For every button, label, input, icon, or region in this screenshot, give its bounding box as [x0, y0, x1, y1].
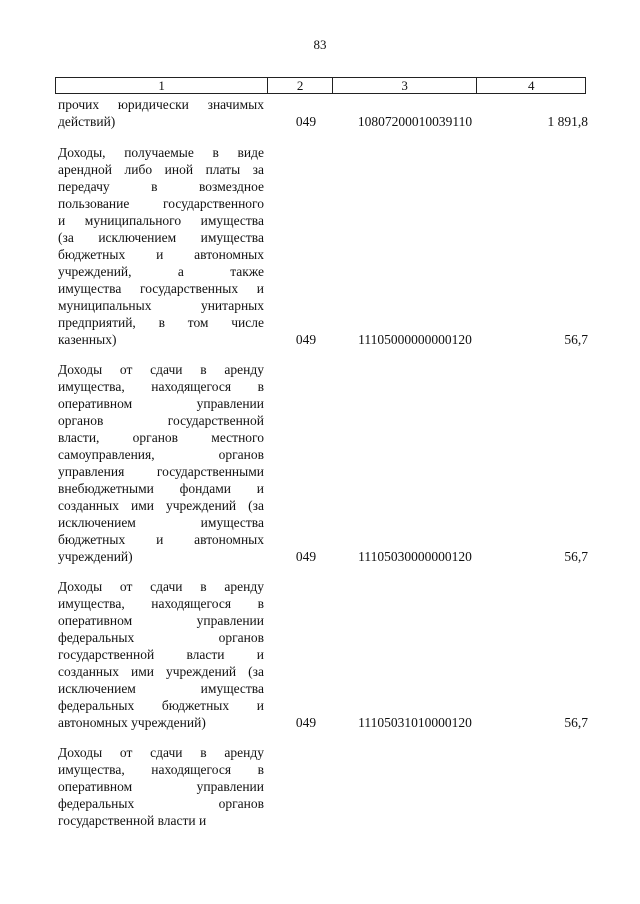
description-line: оперативном управлении	[58, 396, 264, 411]
description-line: созданных ими учреждений (за	[58, 498, 264, 513]
description-line: Доходы от сдачи в аренду	[58, 579, 264, 594]
description-line: самоуправления, органов	[58, 447, 264, 462]
page-number: 83	[313, 37, 327, 52]
row-description	[58, 144, 264, 348]
table-row	[58, 144, 588, 348]
description-line: Доходы, получаемые в виде	[58, 145, 264, 160]
description-line: учреждений, а также	[58, 264, 264, 279]
header-col-2: 2	[268, 78, 333, 93]
description-line: государственной власти и	[58, 647, 264, 662]
description-line: органов государственной	[58, 413, 264, 428]
row-description	[58, 361, 264, 565]
header-col-1: 1	[56, 78, 268, 93]
description-line: имущества государственных и	[58, 281, 264, 296]
description-line: исключением имущества	[58, 681, 264, 696]
description-line: пользование государственного	[58, 196, 264, 211]
table-row	[58, 361, 588, 565]
admin-code: 049	[295, 549, 317, 564]
description-line: прочих юридически значимых	[58, 97, 264, 112]
description-line: (за исключением имущества	[58, 230, 264, 245]
description-line: бюджетных и автономных	[58, 532, 264, 547]
description-line: муниципальных унитарных	[58, 298, 264, 313]
description-line: федеральных органов	[58, 796, 264, 811]
description-line: исключением имущества	[58, 515, 264, 530]
description-line: передачу в возмездное	[58, 179, 264, 194]
description-line: имущества, находящегося в	[58, 379, 264, 394]
description-line: и муниципального имущества	[58, 213, 264, 228]
budget-classification-code: 11105031010000120	[358, 715, 472, 730]
header-col-4: 4	[527, 78, 535, 93]
row-description	[58, 96, 264, 130]
description-line: бюджетных и автономных	[58, 247, 264, 262]
description-line: внебюджетными фондами и	[58, 481, 264, 496]
description-line: оперативном управлении	[58, 779, 264, 794]
admin-code: 049	[295, 715, 317, 730]
description-line: арендной либо иной платы за	[58, 162, 264, 177]
amount: 1 891,8	[547, 114, 588, 129]
budget-classification-code: 11105000000000120	[358, 332, 472, 347]
description-line: созданных ими учреждений (за	[58, 664, 264, 679]
description-line: федеральных бюджетных и	[58, 698, 264, 713]
description-line: Доходы от сдачи в аренду	[58, 745, 264, 760]
description-line: предприятий, в том числе	[58, 315, 264, 330]
table-row	[58, 578, 588, 731]
row-description	[58, 578, 264, 731]
amount: 56,7	[564, 332, 588, 347]
admin-code: 049	[295, 114, 317, 129]
description-line: оперативном управлении	[58, 613, 264, 628]
description-line: имущества, находящегося в	[58, 596, 264, 611]
budget-classification-code: 11105030000000120	[358, 549, 472, 564]
description-line: имущества, находящегося в	[58, 762, 264, 777]
description-line: учреждений)	[58, 549, 133, 564]
budget-classification-code: 10807200010039110	[357, 114, 473, 129]
description-line: казенных)	[58, 332, 117, 347]
amount: 56,7	[564, 549, 588, 564]
table-body	[58, 96, 588, 842]
table-row	[58, 744, 588, 829]
description-line: власти, органов местного	[58, 430, 264, 445]
row-description	[58, 744, 264, 829]
description-line: действий)	[58, 114, 116, 129]
table-header	[55, 77, 586, 94]
description-line: федеральных органов	[58, 630, 264, 645]
amount: 56,7	[564, 715, 588, 730]
admin-code: 049	[295, 332, 317, 347]
description-line: автономных учреждений)	[58, 715, 206, 730]
header-col-3: 3	[333, 78, 477, 93]
table-row	[58, 96, 588, 130]
description-line: государственной власти и	[58, 813, 207, 828]
description-line: управления государственными	[58, 464, 264, 479]
description-line: Доходы от сдачи в аренду	[58, 362, 264, 377]
